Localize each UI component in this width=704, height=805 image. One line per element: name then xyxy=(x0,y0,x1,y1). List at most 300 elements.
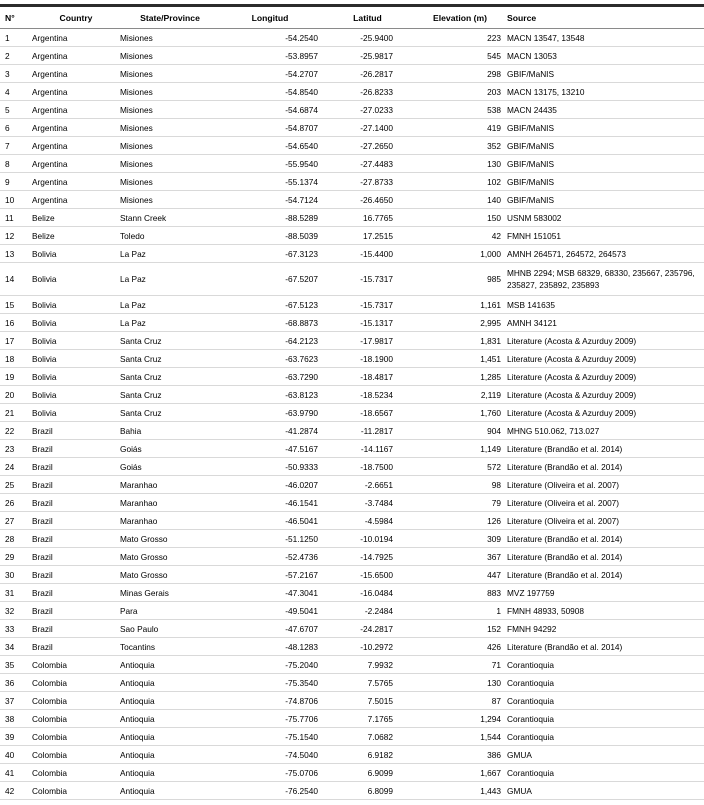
cell-elevation: 150 xyxy=(415,209,505,227)
cell-elevation: 985 xyxy=(415,263,505,296)
cell-elevation: 419 xyxy=(415,119,505,137)
cell-latitud: 6.9182 xyxy=(320,746,415,764)
cell-number: 6 xyxy=(0,119,30,137)
header-elevation: Elevation (m) xyxy=(415,7,505,29)
cell-country: Belize xyxy=(30,227,120,245)
cell-latitud: 7.9932 xyxy=(320,656,415,674)
cell-latitud: -2.2484 xyxy=(320,602,415,620)
table-row xyxy=(0,692,704,710)
cell-source: Literature (Brandão et al. 2014) xyxy=(505,548,704,566)
cell-elevation: 140 xyxy=(415,191,505,209)
cell-state-province: Misiones xyxy=(120,173,220,191)
cell-longitud: -63.8123 xyxy=(220,386,320,404)
cell-longitud: -41.2874 xyxy=(220,422,320,440)
table-row xyxy=(0,764,704,782)
cell-state-province: Antioquia xyxy=(120,728,220,746)
cell-latitud: -25.9400 xyxy=(320,29,415,47)
cell-elevation: 2,995 xyxy=(415,314,505,332)
cell-elevation: 1,831 xyxy=(415,332,505,350)
locality-table xyxy=(0,7,704,800)
cell-source: GBIF/MaNIS xyxy=(505,65,704,83)
cell-country: Bolivia xyxy=(30,332,120,350)
header-row xyxy=(0,7,704,29)
cell-longitud: -54.7124 xyxy=(220,191,320,209)
cell-state-province: Tocantins xyxy=(120,638,220,656)
table-row xyxy=(0,746,704,764)
header-country: Country xyxy=(30,7,120,29)
cell-country: Bolivia xyxy=(30,263,120,296)
cell-elevation: 203 xyxy=(415,83,505,101)
table-row xyxy=(0,494,704,512)
cell-longitud: -63.9790 xyxy=(220,404,320,422)
cell-country: Brazil xyxy=(30,422,120,440)
cell-state-province: Misiones xyxy=(120,65,220,83)
table-row xyxy=(0,173,704,191)
cell-state-province: Antioquia xyxy=(120,674,220,692)
cell-country: Brazil xyxy=(30,548,120,566)
cell-longitud: -49.5041 xyxy=(220,602,320,620)
cell-number: 10 xyxy=(0,191,30,209)
cell-country: Bolivia xyxy=(30,368,120,386)
cell-latitud: -18.7500 xyxy=(320,458,415,476)
cell-elevation: 367 xyxy=(415,548,505,566)
cell-state-province: Antioquia xyxy=(120,746,220,764)
cell-state-province: Misiones xyxy=(120,119,220,137)
table-row xyxy=(0,440,704,458)
cell-elevation: 1,544 xyxy=(415,728,505,746)
table-row xyxy=(0,155,704,173)
table-row xyxy=(0,422,704,440)
cell-source: GMUA xyxy=(505,746,704,764)
cell-longitud: -75.3540 xyxy=(220,674,320,692)
cell-country: Argentina xyxy=(30,173,120,191)
cell-longitud: -63.7623 xyxy=(220,350,320,368)
cell-longitud: -55.9540 xyxy=(220,155,320,173)
cell-latitud: -3.7484 xyxy=(320,494,415,512)
cell-longitud: -47.6707 xyxy=(220,620,320,638)
cell-elevation: 98 xyxy=(415,476,505,494)
cell-latitud: -26.2817 xyxy=(320,65,415,83)
cell-source: GMUA xyxy=(505,782,704,800)
cell-source: FMNH 94292 xyxy=(505,620,704,638)
cell-longitud: -54.6540 xyxy=(220,137,320,155)
cell-state-province: Misiones xyxy=(120,101,220,119)
cell-source: Literature (Oliveira et al. 2007) xyxy=(505,494,704,512)
cell-elevation: 152 xyxy=(415,620,505,638)
cell-state-province: Minas Gerais xyxy=(120,584,220,602)
cell-latitud: -18.6567 xyxy=(320,404,415,422)
cell-country: Colombia xyxy=(30,728,120,746)
cell-state-province: Goiás xyxy=(120,440,220,458)
table-row xyxy=(0,404,704,422)
cell-number: 22 xyxy=(0,422,30,440)
cell-latitud: 6.8099 xyxy=(320,782,415,800)
cell-source: Literature (Brandão et al. 2014) xyxy=(505,566,704,584)
cell-source: GBIF/MaNIS xyxy=(505,173,704,191)
cell-elevation: 572 xyxy=(415,458,505,476)
cell-elevation: 71 xyxy=(415,656,505,674)
cell-number: 29 xyxy=(0,548,30,566)
cell-number: 18 xyxy=(0,350,30,368)
cell-number: 1 xyxy=(0,29,30,47)
cell-state-province: Maranhao xyxy=(120,512,220,530)
cell-state-province: La Paz xyxy=(120,245,220,263)
cell-elevation: 102 xyxy=(415,173,505,191)
cell-latitud: -27.8733 xyxy=(320,173,415,191)
cell-source: Corantioquia xyxy=(505,728,704,746)
cell-latitud: 7.5015 xyxy=(320,692,415,710)
cell-number: 38 xyxy=(0,710,30,728)
cell-longitud: -54.6874 xyxy=(220,101,320,119)
cell-country: Bolivia xyxy=(30,404,120,422)
cell-number: 35 xyxy=(0,656,30,674)
cell-country: Brazil xyxy=(30,440,120,458)
cell-elevation: 298 xyxy=(415,65,505,83)
cell-number: 15 xyxy=(0,296,30,314)
cell-longitud: -67.3123 xyxy=(220,245,320,263)
cell-longitud: -88.5289 xyxy=(220,209,320,227)
cell-number: 7 xyxy=(0,137,30,155)
cell-elevation: 352 xyxy=(415,137,505,155)
cell-elevation: 386 xyxy=(415,746,505,764)
cell-latitud: -10.0194 xyxy=(320,530,415,548)
cell-elevation: 223 xyxy=(415,29,505,47)
cell-number: 17 xyxy=(0,332,30,350)
cell-number: 36 xyxy=(0,674,30,692)
table-row xyxy=(0,458,704,476)
cell-source: GBIF/MaNIS xyxy=(505,119,704,137)
table-body xyxy=(0,29,704,800)
cell-country: Argentina xyxy=(30,101,120,119)
cell-longitud: -75.2040 xyxy=(220,656,320,674)
cell-country: Brazil xyxy=(30,512,120,530)
cell-state-province: Misiones xyxy=(120,47,220,65)
cell-latitud: 7.1765 xyxy=(320,710,415,728)
cell-source: Corantioquia xyxy=(505,764,704,782)
cell-country: Belize xyxy=(30,209,120,227)
cell-number: 3 xyxy=(0,65,30,83)
table-row xyxy=(0,728,704,746)
cell-number: 40 xyxy=(0,746,30,764)
cell-source: Literature (Oliveira et al. 2007) xyxy=(505,476,704,494)
cell-country: Argentina xyxy=(30,29,120,47)
cell-country: Brazil xyxy=(30,584,120,602)
cell-latitud: -15.7317 xyxy=(320,296,415,314)
cell-state-province: Goiás xyxy=(120,458,220,476)
cell-elevation: 130 xyxy=(415,155,505,173)
cell-number: 42 xyxy=(0,782,30,800)
cell-source: Literature (Acosta & Azurduy 2009) xyxy=(505,332,704,350)
header-state-province: State/Province xyxy=(120,7,220,29)
cell-number: 39 xyxy=(0,728,30,746)
cell-country: Colombia xyxy=(30,674,120,692)
cell-longitud: -54.2540 xyxy=(220,29,320,47)
cell-source: GBIF/MaNIS xyxy=(505,137,704,155)
cell-number: 16 xyxy=(0,314,30,332)
cell-elevation: 1,149 xyxy=(415,440,505,458)
cell-state-province: Santa Cruz xyxy=(120,386,220,404)
cell-elevation: 904 xyxy=(415,422,505,440)
cell-elevation: 1,161 xyxy=(415,296,505,314)
cell-longitud: -64.2123 xyxy=(220,332,320,350)
cell-country: Bolivia xyxy=(30,350,120,368)
cell-longitud: -47.5167 xyxy=(220,440,320,458)
cell-latitud: -27.1400 xyxy=(320,119,415,137)
table-row xyxy=(0,548,704,566)
cell-state-province: Toledo xyxy=(120,227,220,245)
cell-elevation: 538 xyxy=(415,101,505,119)
cell-latitud: 7.5765 xyxy=(320,674,415,692)
cell-country: Brazil xyxy=(30,530,120,548)
cell-source: Literature (Brandão et al. 2014) xyxy=(505,458,704,476)
cell-source: Corantioquia xyxy=(505,692,704,710)
table-row xyxy=(0,782,704,800)
cell-elevation: 883 xyxy=(415,584,505,602)
cell-source: Literature (Brandão et al. 2014) xyxy=(505,530,704,548)
cell-country: Brazil xyxy=(30,620,120,638)
cell-longitud: -50.9333 xyxy=(220,458,320,476)
cell-elevation: 1,285 xyxy=(415,368,505,386)
cell-state-province: La Paz xyxy=(120,296,220,314)
cell-latitud: -26.4650 xyxy=(320,191,415,209)
cell-longitud: -54.8707 xyxy=(220,119,320,137)
locality-table-container xyxy=(0,4,704,800)
cell-source: FMNH 151051 xyxy=(505,227,704,245)
cell-latitud: -27.2650 xyxy=(320,137,415,155)
cell-country: Bolivia xyxy=(30,314,120,332)
cell-source: Literature (Brandão et al. 2014) xyxy=(505,440,704,458)
cell-elevation: 42 xyxy=(415,227,505,245)
cell-number: 34 xyxy=(0,638,30,656)
cell-latitud: -26.8233 xyxy=(320,83,415,101)
cell-latitud: 6.9099 xyxy=(320,764,415,782)
cell-source: MHNG 510.062, 713.027 xyxy=(505,422,704,440)
cell-number: 30 xyxy=(0,566,30,584)
cell-latitud: 17.2515 xyxy=(320,227,415,245)
cell-source: USNM 583002 xyxy=(505,209,704,227)
cell-longitud: -67.5123 xyxy=(220,296,320,314)
cell-latitud: -2.6651 xyxy=(320,476,415,494)
cell-elevation: 126 xyxy=(415,512,505,530)
cell-longitud: -55.1374 xyxy=(220,173,320,191)
cell-source: AMNH 264571, 264572, 264573 xyxy=(505,245,704,263)
cell-elevation: 87 xyxy=(415,692,505,710)
cell-number: 19 xyxy=(0,368,30,386)
cell-number: 31 xyxy=(0,584,30,602)
cell-longitud: -75.0706 xyxy=(220,764,320,782)
cell-longitud: -74.5040 xyxy=(220,746,320,764)
cell-elevation: 1,760 xyxy=(415,404,505,422)
table-row xyxy=(0,119,704,137)
cell-elevation: 1,451 xyxy=(415,350,505,368)
cell-latitud: -18.1900 xyxy=(320,350,415,368)
table-row xyxy=(0,350,704,368)
table-row xyxy=(0,620,704,638)
cell-state-province: Para xyxy=(120,602,220,620)
cell-country: Argentina xyxy=(30,191,120,209)
cell-country: Argentina xyxy=(30,155,120,173)
table-header xyxy=(0,7,704,29)
cell-latitud: -4.5984 xyxy=(320,512,415,530)
cell-state-province: Misiones xyxy=(120,191,220,209)
header-longitud: Longitud xyxy=(220,7,320,29)
cell-country: Argentina xyxy=(30,47,120,65)
cell-latitud: -15.6500 xyxy=(320,566,415,584)
cell-source: Literature (Oliveira et al. 2007) xyxy=(505,512,704,530)
cell-latitud: -18.4817 xyxy=(320,368,415,386)
cell-country: Colombia xyxy=(30,746,120,764)
cell-state-province: Maranhao xyxy=(120,494,220,512)
cell-state-province: Antioquia xyxy=(120,764,220,782)
cell-state-province: Antioquia xyxy=(120,710,220,728)
cell-latitud: -14.7925 xyxy=(320,548,415,566)
cell-longitud: -76.2540 xyxy=(220,782,320,800)
cell-elevation: 1,000 xyxy=(415,245,505,263)
cell-country: Brazil xyxy=(30,638,120,656)
cell-number: 5 xyxy=(0,101,30,119)
cell-country: Brazil xyxy=(30,566,120,584)
cell-elevation: 1,667 xyxy=(415,764,505,782)
cell-elevation: 447 xyxy=(415,566,505,584)
table-row xyxy=(0,209,704,227)
cell-state-province: Misiones xyxy=(120,29,220,47)
cell-elevation: 130 xyxy=(415,674,505,692)
cell-source: FMNH 48933, 50908 xyxy=(505,602,704,620)
cell-number: 4 xyxy=(0,83,30,101)
cell-state-province: Antioquia xyxy=(120,656,220,674)
cell-elevation: 309 xyxy=(415,530,505,548)
cell-longitud: -54.8540 xyxy=(220,83,320,101)
table-row xyxy=(0,263,704,296)
cell-longitud: -57.2167 xyxy=(220,566,320,584)
cell-state-province: La Paz xyxy=(120,314,220,332)
cell-country: Argentina xyxy=(30,137,120,155)
cell-number: 12 xyxy=(0,227,30,245)
table-row xyxy=(0,512,704,530)
header-latitud: Latitud xyxy=(320,7,415,29)
cell-latitud: -15.4400 xyxy=(320,245,415,263)
cell-number: 13 xyxy=(0,245,30,263)
cell-state-province: Sao Paulo xyxy=(120,620,220,638)
cell-country: Brazil xyxy=(30,602,120,620)
cell-source: Literature (Brandão et al. 2014) xyxy=(505,638,704,656)
cell-number: 33 xyxy=(0,620,30,638)
cell-country: Argentina xyxy=(30,65,120,83)
table-row xyxy=(0,332,704,350)
cell-number: 2 xyxy=(0,47,30,65)
table-row xyxy=(0,674,704,692)
header-number: N° xyxy=(0,7,30,29)
cell-longitud: -47.3041 xyxy=(220,584,320,602)
cell-state-province: Misiones xyxy=(120,137,220,155)
cell-longitud: -46.1541 xyxy=(220,494,320,512)
cell-country: Bolivia xyxy=(30,296,120,314)
cell-source: MACN 13053 xyxy=(505,47,704,65)
cell-number: 25 xyxy=(0,476,30,494)
cell-number: 20 xyxy=(0,386,30,404)
cell-source: Literature (Acosta & Azurduy 2009) xyxy=(505,386,704,404)
table-row xyxy=(0,83,704,101)
cell-state-province: La Paz xyxy=(120,263,220,296)
cell-elevation: 1,443 xyxy=(415,782,505,800)
table-row xyxy=(0,476,704,494)
cell-longitud: -88.5039 xyxy=(220,227,320,245)
table-row xyxy=(0,368,704,386)
cell-latitud: -15.7317 xyxy=(320,263,415,296)
table-row xyxy=(0,227,704,245)
cell-source: Literature (Acosta & Azurduy 2009) xyxy=(505,350,704,368)
table-row xyxy=(0,47,704,65)
cell-longitud: -52.4736 xyxy=(220,548,320,566)
cell-longitud: -53.8957 xyxy=(220,47,320,65)
cell-number: 8 xyxy=(0,155,30,173)
cell-longitud: -46.5041 xyxy=(220,512,320,530)
cell-source: MHNB 2294; MSB 68329, 68330, 235667, 235796, 235827, 235892, 235893 xyxy=(505,263,704,296)
cell-state-province: Misiones xyxy=(120,155,220,173)
cell-number: 24 xyxy=(0,458,30,476)
table-row xyxy=(0,191,704,209)
cell-longitud: -54.2707 xyxy=(220,65,320,83)
cell-number: 41 xyxy=(0,764,30,782)
cell-source: AMNH 34121 xyxy=(505,314,704,332)
cell-country: Colombia xyxy=(30,782,120,800)
cell-longitud: -68.8873 xyxy=(220,314,320,332)
cell-longitud: -46.0207 xyxy=(220,476,320,494)
cell-longitud: -48.1283 xyxy=(220,638,320,656)
cell-state-province: Stann Creek xyxy=(120,209,220,227)
cell-source: GBIF/MaNIS xyxy=(505,191,704,209)
cell-latitud: -18.5234 xyxy=(320,386,415,404)
cell-country: Argentina xyxy=(30,83,120,101)
cell-source: Corantioquia xyxy=(505,674,704,692)
cell-elevation: 79 xyxy=(415,494,505,512)
cell-source: MACN 24435 xyxy=(505,101,704,119)
table-row xyxy=(0,638,704,656)
cell-elevation: 2,119 xyxy=(415,386,505,404)
cell-source: Corantioquia xyxy=(505,710,704,728)
cell-number: 37 xyxy=(0,692,30,710)
cell-longitud: -63.7290 xyxy=(220,368,320,386)
cell-latitud: 7.0682 xyxy=(320,728,415,746)
table-row xyxy=(0,566,704,584)
cell-state-province: Santa Cruz xyxy=(120,332,220,350)
table-row xyxy=(0,245,704,263)
cell-latitud: -25.9817 xyxy=(320,47,415,65)
cell-elevation: 1,294 xyxy=(415,710,505,728)
cell-country: Bolivia xyxy=(30,245,120,263)
cell-latitud: -11.2817 xyxy=(320,422,415,440)
table-row xyxy=(0,386,704,404)
cell-country: Brazil xyxy=(30,458,120,476)
cell-state-province: Misiones xyxy=(120,83,220,101)
cell-elevation: 426 xyxy=(415,638,505,656)
cell-source: MSB 141635 xyxy=(505,296,704,314)
cell-longitud: -75.1540 xyxy=(220,728,320,746)
table-row xyxy=(0,65,704,83)
table-row xyxy=(0,656,704,674)
cell-source: Literature (Acosta & Azurduy 2009) xyxy=(505,404,704,422)
cell-state-province: Mato Grosso xyxy=(120,530,220,548)
cell-country: Bolivia xyxy=(30,386,120,404)
table-row xyxy=(0,602,704,620)
cell-country: Colombia xyxy=(30,692,120,710)
table-row xyxy=(0,29,704,47)
table-row xyxy=(0,584,704,602)
cell-latitud: -27.0233 xyxy=(320,101,415,119)
cell-elevation: 1 xyxy=(415,602,505,620)
table-row xyxy=(0,314,704,332)
cell-number: 32 xyxy=(0,602,30,620)
